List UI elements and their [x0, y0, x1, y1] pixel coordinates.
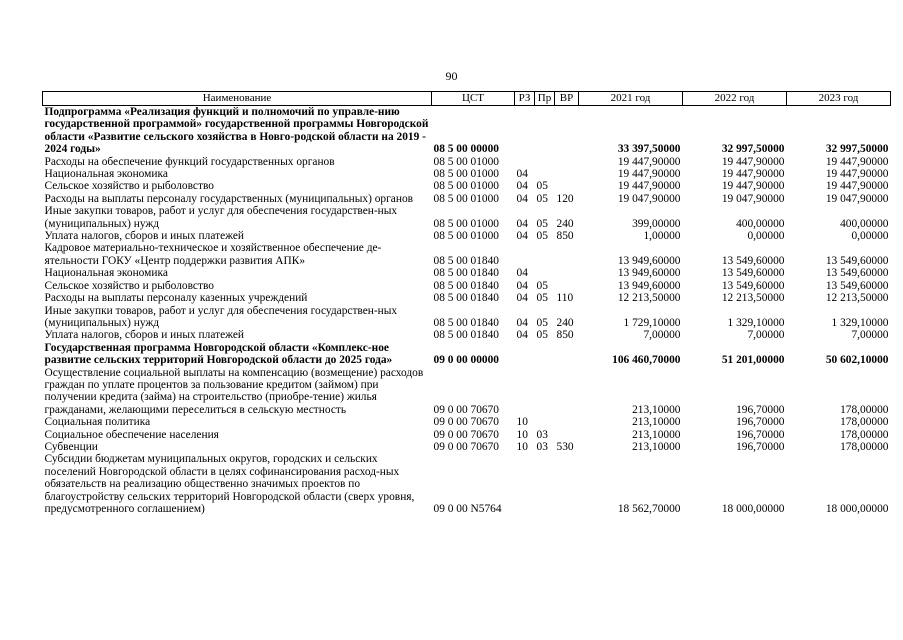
table-row — [43, 305, 891, 330]
row-vr: 120 — [556, 192, 574, 205]
row-cst: 09 0 00 70670 — [433, 428, 499, 441]
row-vr — [555, 106, 579, 156]
row-rz — [515, 342, 535, 367]
table-header-row — [43, 92, 891, 106]
table-row — [43, 242, 891, 267]
row-2022: 51 201,00000 — [721, 354, 785, 367]
row-cst: 09 0 00 70670 — [433, 416, 499, 429]
row-cst: 09 0 00 70670 — [433, 403, 499, 416]
row-2023: 19 447,90000 — [825, 180, 889, 193]
table-row — [43, 342, 891, 367]
row-cst: 08 5 00 01000 — [433, 217, 499, 230]
row-2023: 50 602,10000 — [825, 354, 889, 367]
row-2023: 19 047,90000 — [825, 192, 889, 205]
row-2021: 13 949,60000 — [617, 279, 681, 292]
row-cst: 09 0 00 00000 — [433, 354, 499, 367]
row-2021: 1,00000 — [643, 230, 681, 243]
row-name: Сельское хозяйство и рыболовство — [44, 180, 214, 193]
row-2022: 12 213,50000 — [721, 292, 785, 305]
row-vr — [555, 429, 579, 441]
row-2022: 196,70000 — [736, 440, 785, 453]
row-rz: 04 — [516, 316, 528, 329]
row-cst: 08 5 00 00000 — [433, 143, 499, 156]
row-2021: 106 460,70000 — [612, 354, 681, 367]
row-2021: 12 213,50000 — [617, 292, 681, 305]
row-2021: 7,00000 — [643, 329, 681, 342]
row-pr: 03 — [536, 428, 548, 441]
row-vr: 850 — [556, 230, 574, 243]
row-cst: 08 5 00 01000 — [433, 192, 499, 205]
row-cst: 08 5 00 01000 — [433, 230, 499, 243]
header-cst: ЦСТ — [432, 92, 515, 106]
row-2021: 33 397,50000 — [617, 143, 681, 156]
row-pr — [535, 453, 555, 515]
row-rz — [515, 106, 535, 156]
row-vr: 240 — [556, 316, 574, 329]
row-pr: 05 — [536, 192, 548, 205]
row-2023: 178,00000 — [840, 416, 889, 429]
row-name: Расходы на выплаты персоналу государственных (муниципальных) органов — [44, 192, 414, 205]
row-vr — [555, 180, 579, 192]
row-pr: 03 — [536, 440, 548, 453]
row-pr: 05 — [536, 180, 548, 193]
row-rz: 10 — [516, 416, 528, 429]
header-2022: 2022 год — [683, 92, 787, 106]
row-cst: 08 5 00 01840 — [433, 292, 499, 305]
row-2021: 19 447,90000 — [617, 180, 681, 193]
row-2023: 13 549,60000 — [825, 254, 889, 267]
row-name: Субвенции — [44, 440, 98, 453]
table-row — [43, 156, 891, 168]
row-pr — [535, 342, 555, 367]
row-2022: 7,00000 — [747, 329, 785, 342]
table-row — [43, 230, 891, 242]
header-pr: Пр — [535, 92, 555, 106]
row-rz: 04 — [516, 192, 528, 205]
row-cst: 08 5 00 01840 — [433, 316, 499, 329]
row-cst: 09 0 00 70670 — [433, 440, 499, 453]
row-cst: 08 5 00 01840 — [433, 254, 499, 267]
table-row — [43, 367, 891, 417]
row-name: Государственная программа Новгородской области «Комплекс-ное развитие сельских территорий Новгородской области до 2025 года» — [44, 341, 393, 367]
row-2023: 32 997,50000 — [825, 143, 889, 156]
header-name: Наименование — [43, 92, 432, 106]
row-pr: 05 — [536, 316, 548, 329]
table-row — [43, 180, 891, 192]
row-2021: 213,10000 — [632, 428, 681, 441]
row-rz: 04 — [516, 292, 528, 305]
row-name: Уплата налогов, сборов и иных платежей — [44, 230, 244, 243]
table-row — [43, 329, 891, 341]
table-row — [43, 267, 891, 279]
row-2023: 18 000,00000 — [825, 503, 889, 515]
page-number: 90 — [445, 69, 458, 83]
row-name: Иные закупки товаров, работ и услуг для обеспечения государствен-ных (муниципальных) нужд — [44, 205, 398, 230]
row-2021: 213,10000 — [632, 403, 681, 416]
row-2023: 400,00000 — [840, 217, 889, 230]
row-2023: 0,00000 — [851, 230, 889, 243]
row-2022: 13 549,60000 — [721, 267, 785, 280]
row-rz — [515, 156, 535, 168]
header-rz: РЗ — [515, 92, 535, 106]
table-row — [43, 429, 891, 441]
row-2021: 213,10000 — [632, 440, 681, 453]
row-pr — [535, 267, 555, 279]
row-name: Национальная экономика — [44, 168, 168, 181]
row-2021: 399,00000 — [632, 217, 681, 230]
row-cst: 08 5 00 01000 — [433, 180, 499, 193]
row-rz — [515, 242, 535, 267]
row-cst: 08 5 00 01000 — [433, 155, 499, 168]
row-rz: 04 — [516, 329, 528, 342]
row-vr: 850 — [556, 329, 574, 342]
header-vr: ВР — [555, 92, 579, 106]
row-pr — [535, 416, 555, 428]
row-pr — [535, 156, 555, 168]
row-vr — [555, 342, 579, 367]
row-2023: 12 213,50000 — [825, 292, 889, 305]
table-row — [43, 205, 891, 230]
table-row — [43, 441, 891, 453]
row-2022: 1 329,10000 — [727, 316, 785, 329]
row-2021: 19 447,90000 — [617, 168, 681, 181]
row-name: Кадровое материально-техническое и хозяйственное обеспечение де-ятельности ГОКУ «Центр поддержки развития АПК» — [44, 242, 382, 267]
table-row — [43, 193, 891, 205]
table-row — [43, 168, 891, 180]
row-vr — [555, 453, 579, 515]
table-row — [43, 453, 891, 515]
row-2023: 7,00000 — [851, 329, 889, 342]
row-2022: 196,70000 — [736, 428, 785, 441]
row-vr — [555, 168, 579, 180]
row-pr — [535, 106, 555, 156]
row-rz: 10 — [516, 440, 528, 453]
row-vr: 110 — [556, 292, 574, 305]
row-2021: 18 562,70000 — [617, 503, 681, 515]
row-rz: 10 — [516, 428, 528, 441]
row-2022: 400,00000 — [736, 217, 785, 230]
row-rz: 04 — [516, 217, 528, 230]
row-rz: 04 — [516, 180, 528, 193]
row-pr: 05 — [536, 292, 548, 305]
row-name: Субсидии бюджетам муниципальных округов, городских и сельских поселений Новгородской области в целях софинансирования расход-ных обязательств на реализацию общественно значимых проектов по благоустройству сельских территорий Новгородской области (сверх уровня, предусмотренного соглашением) — [44, 453, 415, 515]
row-2022: 19 447,90000 — [721, 168, 785, 181]
row-2021: 13 949,60000 — [617, 267, 681, 280]
row-vr — [555, 416, 579, 428]
row-vr: 240 — [556, 217, 574, 230]
row-2023: 178,00000 — [840, 428, 889, 441]
row-name: Иные закупки товаров, работ и услуг для обеспечения государствен-ных (муниципальных) нужд — [44, 304, 398, 329]
header-2023: 2023 год — [787, 92, 891, 106]
row-name: Социальное обеспечение населения — [44, 428, 219, 441]
row-2023: 1 329,10000 — [831, 316, 889, 329]
row-2022: 32 997,50000 — [721, 143, 785, 156]
row-2022: 19 447,90000 — [721, 180, 785, 193]
row-cst: 08 5 00 01000 — [433, 168, 499, 181]
row-name: Социальная политика — [44, 416, 151, 429]
row-name: Сельское хозяйство и рыболовство — [44, 279, 214, 292]
row-2022: 19 047,90000 — [721, 192, 785, 205]
row-name: Уплата налогов, сборов и иных платежей — [44, 329, 244, 342]
row-2023: 19 447,90000 — [825, 155, 889, 168]
table-row — [43, 416, 891, 428]
row-vr — [555, 367, 579, 417]
row-name: Расходы на выплаты персоналу казенных учреждений — [44, 292, 308, 305]
row-rz: 04 — [516, 279, 528, 292]
row-2023: 178,00000 — [840, 440, 889, 453]
row-rz: 04 — [516, 168, 528, 181]
row-2021: 19 047,90000 — [617, 192, 681, 205]
row-2023: 19 447,90000 — [825, 168, 889, 181]
row-2022: 196,70000 — [736, 403, 785, 416]
row-cst: 09 0 00 N5764 — [433, 503, 502, 515]
row-vr — [555, 242, 579, 267]
row-rz — [515, 367, 535, 417]
row-2021: 213,10000 — [632, 416, 681, 429]
row-pr — [535, 242, 555, 267]
row-2023: 178,00000 — [840, 403, 889, 416]
row-vr — [555, 267, 579, 279]
row-2023: 13 549,60000 — [825, 279, 889, 292]
row-name: Расходы на обеспечение функций государственных органов — [44, 155, 335, 168]
row-vr — [555, 280, 579, 292]
row-2022: 196,70000 — [736, 416, 785, 429]
row-cst: 08 5 00 01840 — [433, 279, 499, 292]
row-cst: 08 5 00 01840 — [433, 267, 499, 280]
row-2021: 19 447,90000 — [617, 155, 681, 168]
row-2022: 0,00000 — [747, 230, 785, 243]
row-rz: 04 — [516, 230, 528, 243]
row-vr — [555, 156, 579, 168]
row-2021: 1 729,10000 — [623, 316, 681, 329]
row-rz — [515, 453, 535, 515]
row-pr — [535, 168, 555, 180]
row-cst: 08 5 00 01840 — [433, 329, 499, 342]
table-body — [43, 106, 891, 516]
row-pr: 05 — [536, 230, 548, 243]
row-2021: 13 949,60000 — [617, 254, 681, 267]
row-pr: 05 — [536, 217, 548, 230]
row-name: Осуществление социальной выплаты на компенсацию (возмещение) расходов граждан по уплате процентов за пользование кредитом (займом) при получении кредита (займа) на строительство (приобре-тение) жилья гражданами, желающими переселиться в сельскую местность — [44, 366, 424, 416]
row-2022: 19 447,90000 — [721, 155, 785, 168]
row-2022: 13 549,60000 — [721, 279, 785, 292]
row-pr: 05 — [536, 329, 548, 342]
row-pr — [535, 367, 555, 417]
header-2021: 2021 год — [579, 92, 683, 106]
table-row — [43, 280, 891, 292]
row-2023: 13 549,60000 — [825, 267, 889, 280]
table-row — [43, 106, 891, 156]
row-2022: 13 549,60000 — [721, 254, 785, 267]
table-row — [43, 292, 891, 304]
row-name: Подпрограмма «Реализация функций и полномочий по управле-нию государственной программой» государственной программы Новгородской области «Развитие сельского хозяйства в Новго-родской области на 2019 - 2024 годы» — [44, 106, 429, 156]
row-vr: 530 — [556, 440, 574, 453]
row-name: Национальная экономика — [44, 267, 168, 280]
row-2022: 18 000,00000 — [721, 503, 785, 515]
row-rz: 04 — [516, 267, 528, 280]
budget-table — [42, 91, 891, 515]
row-pr: 05 — [536, 279, 548, 292]
